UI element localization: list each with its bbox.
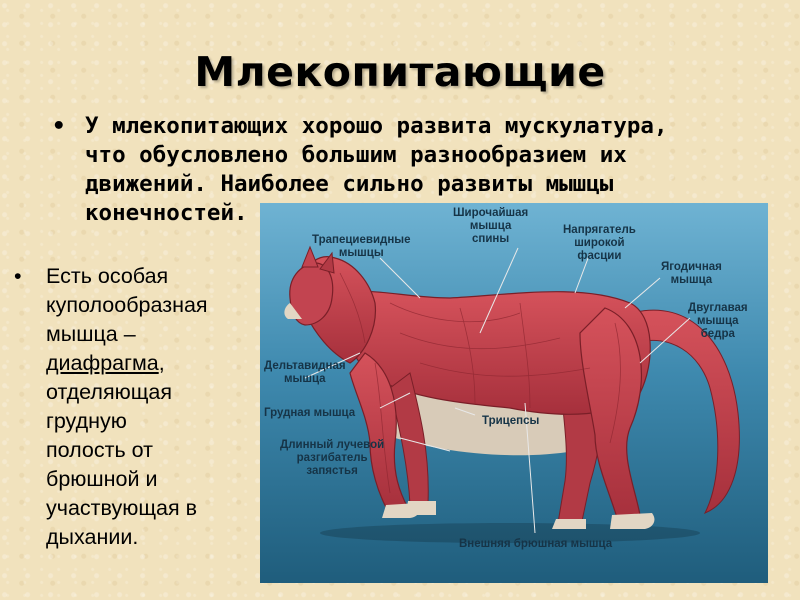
diaphragm-bullet: [14, 262, 259, 552]
diaphragm-line-7: полость от: [46, 438, 153, 462]
diaphragm-line-8: брюшной и: [46, 467, 158, 491]
diaphragm-line-6: грудную: [46, 409, 127, 433]
slide-title: Млекопитающие: [194, 48, 606, 96]
cat-musculature-figure: [260, 203, 768, 583]
diaphragm-line-9: участвующая в: [46, 496, 198, 520]
label-fascia: Напрягатель широкой фасции: [563, 224, 636, 262]
diaphragm-line-3: мышца –: [46, 322, 136, 346]
label-gluteal: Ягодичная мышца: [661, 261, 722, 286]
diaphragm-line-5: отделяющая: [46, 380, 173, 404]
label-latissimus: Широчайшая мышца спины: [453, 207, 529, 245]
hind-paw-far: [552, 519, 586, 529]
diaphragm-line-2: куполообразная: [46, 293, 208, 317]
diaphragm-link[interactable]: диафрагма: [46, 351, 159, 375]
label-biceps-femoris: Двуглавая мышца бедра: [688, 302, 748, 340]
bullet-marker: •: [52, 113, 66, 139]
cat-illustration: [260, 203, 768, 583]
label-pectoral: Грудная мышца: [264, 407, 356, 419]
bullet-marker: •: [14, 264, 22, 288]
diaphragm-line-10: дыхании.: [46, 525, 139, 549]
label-trapezius: Трапециевидные мышцы: [312, 234, 411, 259]
diaphragm-comma: ,: [158, 351, 165, 375]
diaphragm-line-1: Есть особая: [46, 264, 169, 288]
label-abdominal: Внешняя брюшная мышца: [459, 538, 613, 550]
label-extensor: Длинный лучевой разгибатель запястья: [280, 439, 385, 477]
fore-paw-far: [406, 501, 436, 515]
diaphragm-line-4: [14, 349, 259, 378]
intro-bullet-text: У млекопитающих хорошо развита мускулатура, что обусловлено большим разнообразием их движений. Наиболее сильно развиты мышцы конечностей.: [85, 113, 668, 226]
label-triceps: Трицепсы: [482, 415, 540, 427]
label-deltoid: Дельтавидная мышца: [264, 360, 346, 385]
hind-paw: [610, 513, 654, 529]
